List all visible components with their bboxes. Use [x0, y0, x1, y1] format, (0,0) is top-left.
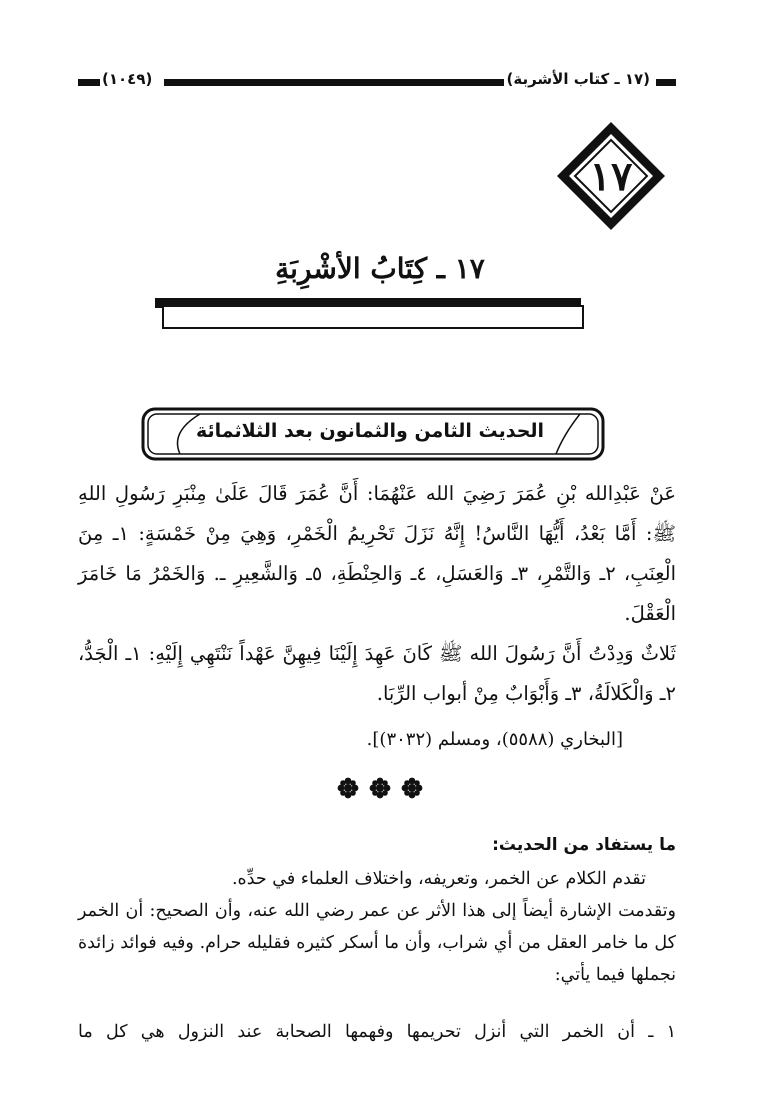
hadith-text-2: ثَلاثٌ وَدِدْتُ أَنَّ رَسُولَ الله ﷺ كَانَ عَهِدَ إِلَيْنَا فِيهِنَّ عَهْداً نَنْتَهِي إِلَيْهِ: ١ـ الْجَدُّ، ٢ـ وَالْكَلالَةُ، ٣ـ وَأَبْوَابٌ مِنْ أبواب الرِّبَا. [78, 642, 676, 705]
benefits-paragraph-1: تقدم الكلام عن الخمر، وتعريفه، واختلاف العلماء في حدِّه. [231, 869, 646, 889]
flower-ornament-icon [330, 773, 430, 803]
running-chapter-title: (١٧ ـ كتاب الأشربة) [506, 70, 650, 88]
chapter-badge [553, 118, 669, 234]
benefits-heading: ما يستفاد من الحديث: [492, 835, 676, 855]
running-header [78, 70, 676, 94]
benefits-body [78, 863, 676, 991]
page-number: (١٠٤٩) [102, 70, 153, 88]
chapter-title: ١٧ ـ كِتَابُ الأشْرِبَةِ [275, 252, 485, 285]
header-rule-middle [164, 79, 504, 86]
header-rule-left [78, 79, 100, 86]
chapter-number: ١٧ [589, 152, 633, 200]
header-rule-right [656, 79, 676, 86]
benefits-item-1: ١ ـ أن الخمر التي أنزل تحريمها وفهمها الصحابة عند النزول هي كل ما [78, 1022, 676, 1042]
hadith-text-1: عَنْ عَبْدِالله بْنِ عُمَرَ رَضِيَ الله عَنْهُمَا: أَنَّ عُمَرَ قَالَ عَلَىٰ مِنْبَرِ رَسُولِ اللهِ ﷺ: أَمَّا بَعْدُ، أَيُّهَا النَّاسُ! إِنَّهُ نَزَلَ تَحْرِيمُ الْخَمْرِ، وَهِيَ مِنْ خَمْسَةٍ: ١ـ مِنَ الْعِنَبِ، ٢ـ وَالتَّمْرِ، ٣ـ وَالعَسَلِ، ٤ـ وَالحِنْطَةِ، ٥ـ وَالشَّعِيرِ ـ. وَالخَمْرُ مَا خَامَرَ الْعَقْلَ. [78, 482, 677, 625]
hadith-source: [البخاري (٥٥٨٨)، ومسلم (٣٠٣٢)]. [366, 729, 623, 750]
hadith-heading: الحديث الثامن والثمانون بعد الثلاثمائة [195, 420, 545, 442]
benefits-paragraph-2: وتقدمت الإشارة أيضاً إلى هذا الأثر عن عمر رضي الله عنه، وأن الصحيح: أن الخمر كل ما خامر العقل من أي شراب، وأن ما أسكر كثيره فقليله حرام. وفيه فوائد زائدة نجملها فيما يأتي: [78, 901, 676, 985]
title-underline-frame [155, 298, 585, 332]
